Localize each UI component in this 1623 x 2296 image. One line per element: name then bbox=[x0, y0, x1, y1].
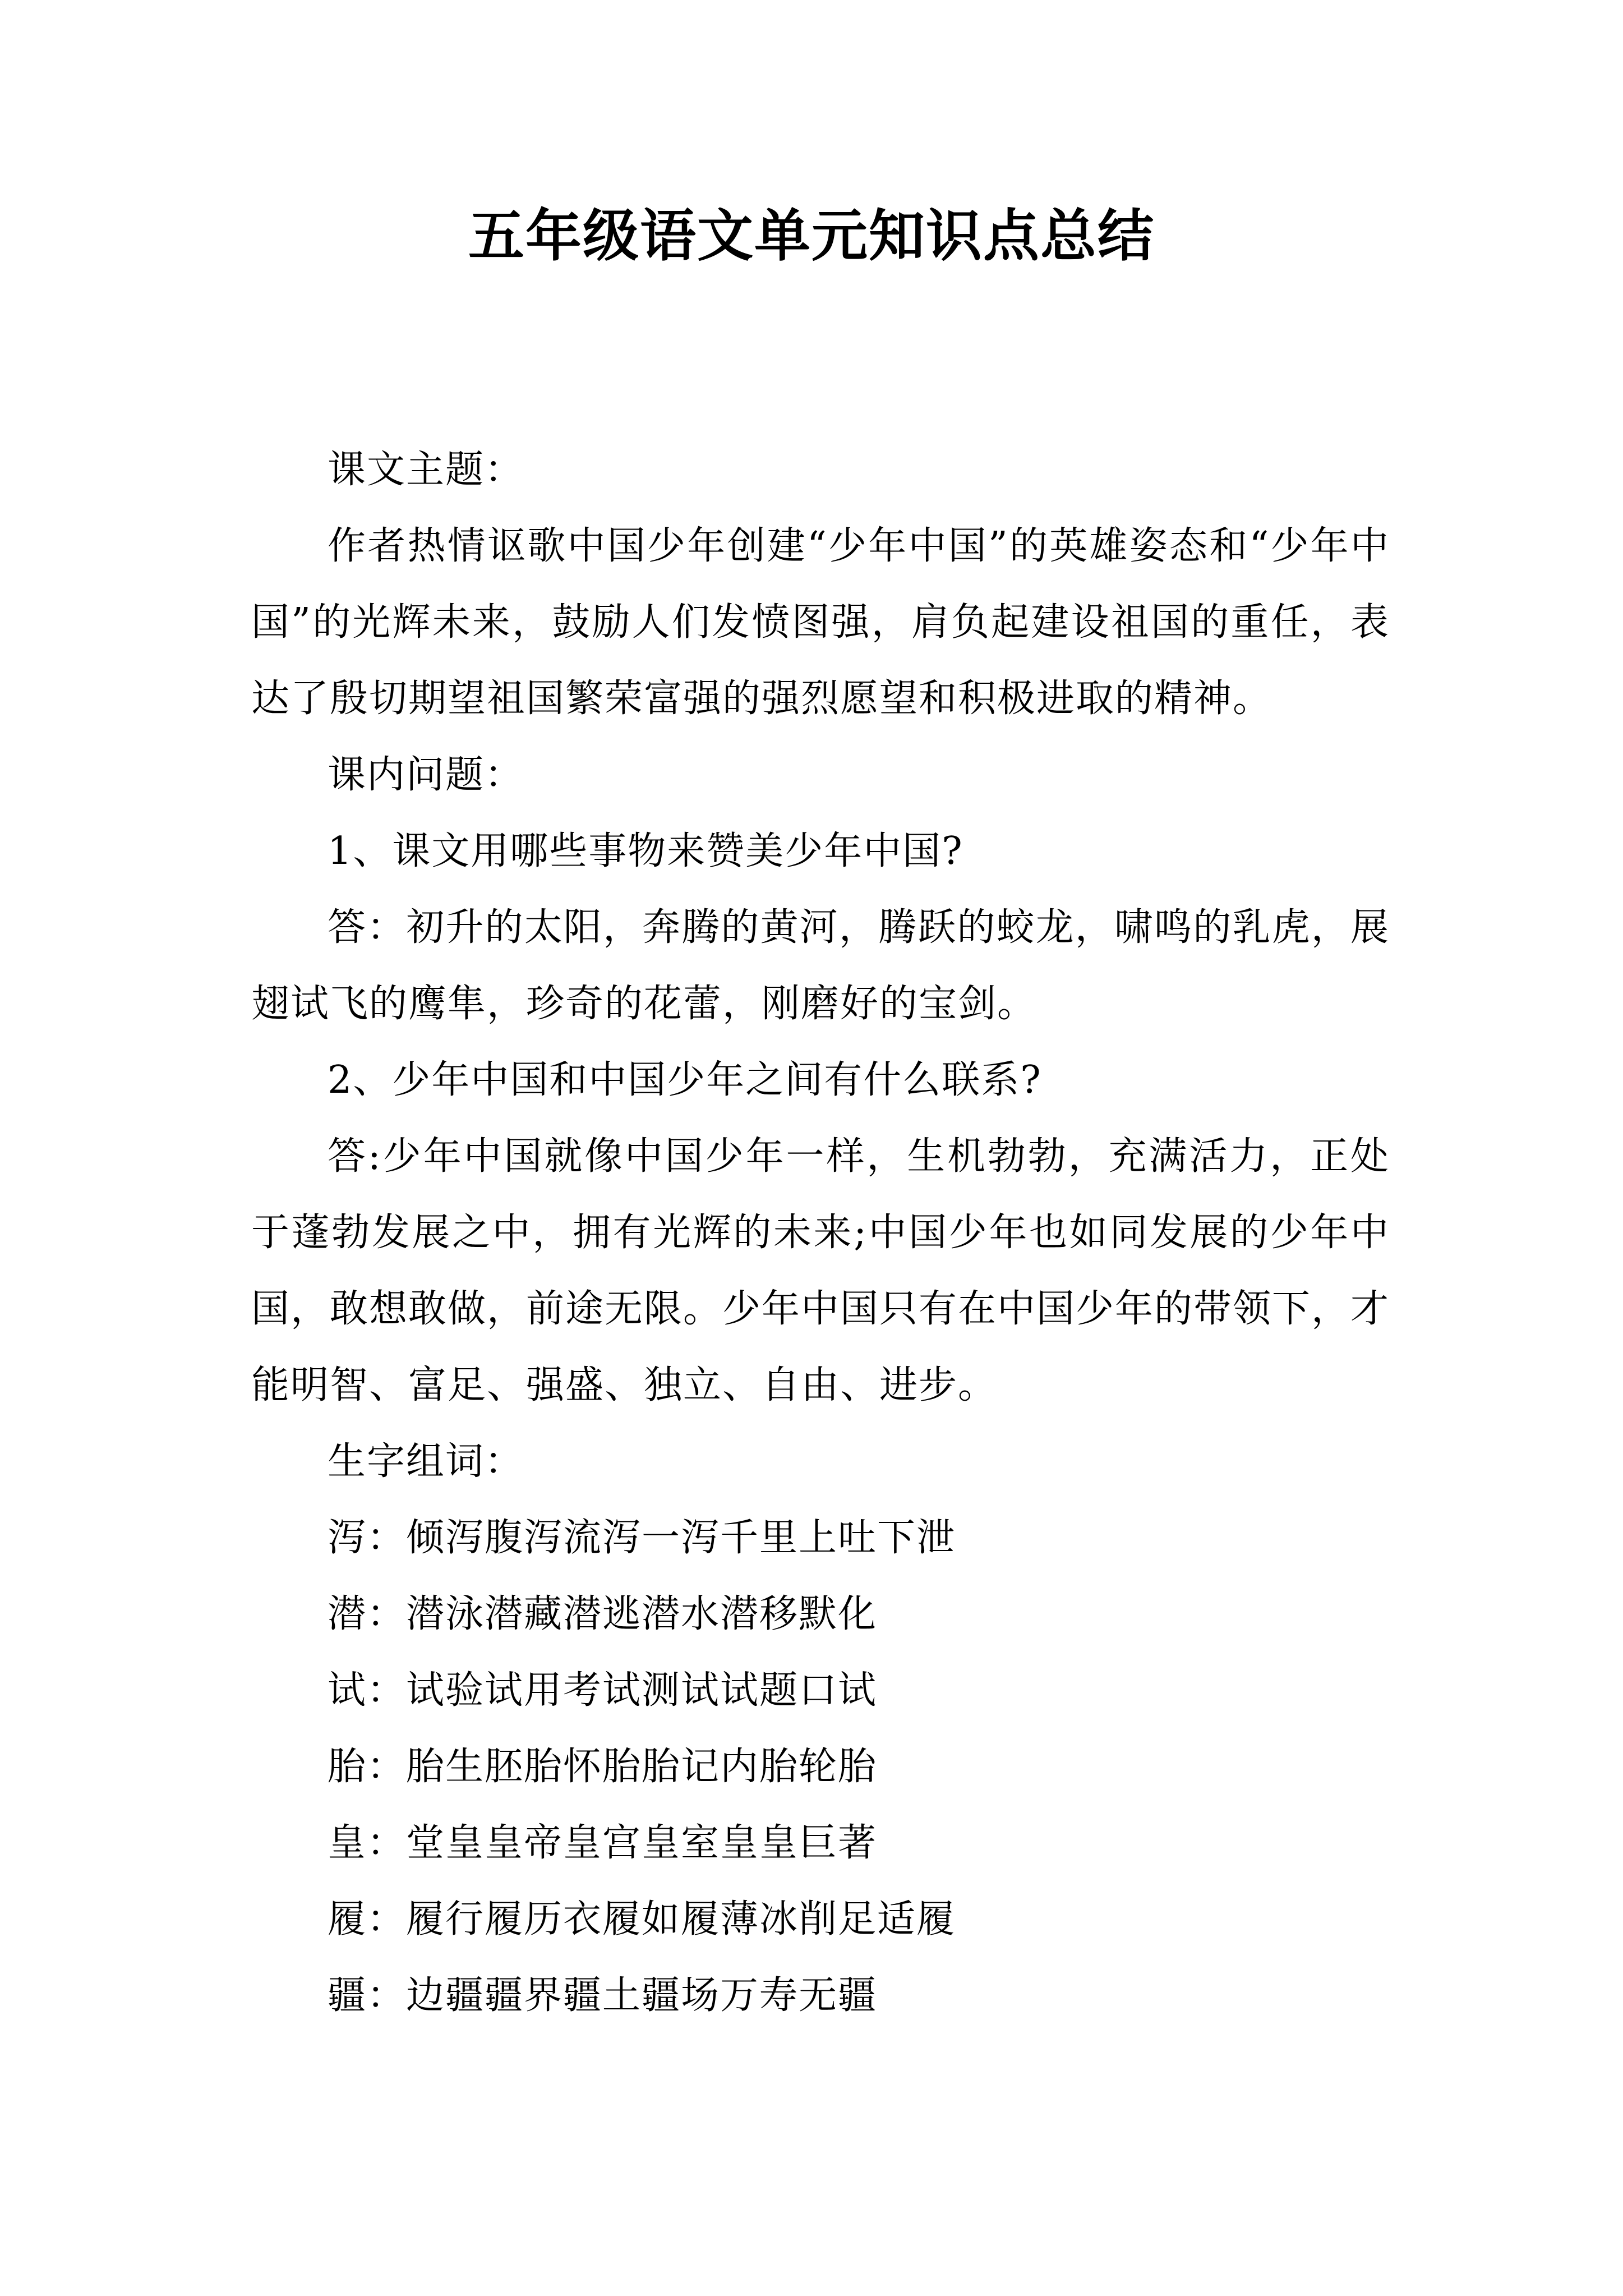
document-body bbox=[251, 432, 1390, 2034]
question-1: 1、课文用哪些事物来赞美少年中国? bbox=[328, 829, 963, 873]
paragraph-theme: 作者热情讴歌中国少年创建“少年中国”的英雄姿态和“少年中国”的光辉未来，鼓励人们发愤图强，肩负起建设祖国的重任，表达了殷切期望祖国繁荣富强的强烈愿望和积极进取的精神。 bbox=[251, 524, 1390, 721]
vocabulary-line: 泻：倾泻腹泻流泻一泻千里上吐下泄 bbox=[328, 1516, 956, 1560]
section-heading-questions: 课内问题： bbox=[328, 753, 524, 797]
vocabulary-line: 履：履行履历衣履如履薄冰削足适履 bbox=[328, 1897, 956, 1941]
answer-2: 答:少年中国就像中国少年一样，生机勃勃，充满活力，正处于蓬勃发展之中，拥有光辉的未来;中国少年也如同发展的少年中国，敢想敢做，前途无限。少年中国只有在中国少年的带领下，才能明智、富足、强盛、独立、自由、进步。 bbox=[251, 1134, 1390, 1407]
document-title: 五年级语文单元知识点总结 bbox=[468, 203, 1155, 269]
vocabulary-line: 胎：胎生胚胎怀胎胎记内胎轮胎 bbox=[328, 1745, 878, 1789]
vocabulary-line: 潜：潜泳潜藏潜逃潜水潜移默化 bbox=[328, 1592, 878, 1636]
section-heading-theme: 课文主题： bbox=[328, 448, 524, 492]
vocabulary-line: 试：试验试用考试测试试题口试 bbox=[328, 1668, 878, 1713]
vocabulary-line: 皇：堂皇皇帝皇宫皇室皇皇巨著 bbox=[328, 1821, 878, 1865]
answer-1: 答：初升的太阳，奔腾的黄河，腾跃的蛟龙，啸鸣的乳虎，展翅试飞的鹰隼，珍奇的花蕾，刚磨好的宝剑。 bbox=[251, 905, 1390, 1026]
section-heading-vocabulary: 生字组词： bbox=[328, 1439, 524, 1484]
question-2: 2、少年中国和中国少年之间有什么联系? bbox=[328, 1058, 1042, 1102]
vocabulary-line: 疆：边疆疆界疆土疆场万寿无疆 bbox=[328, 1973, 878, 2018]
